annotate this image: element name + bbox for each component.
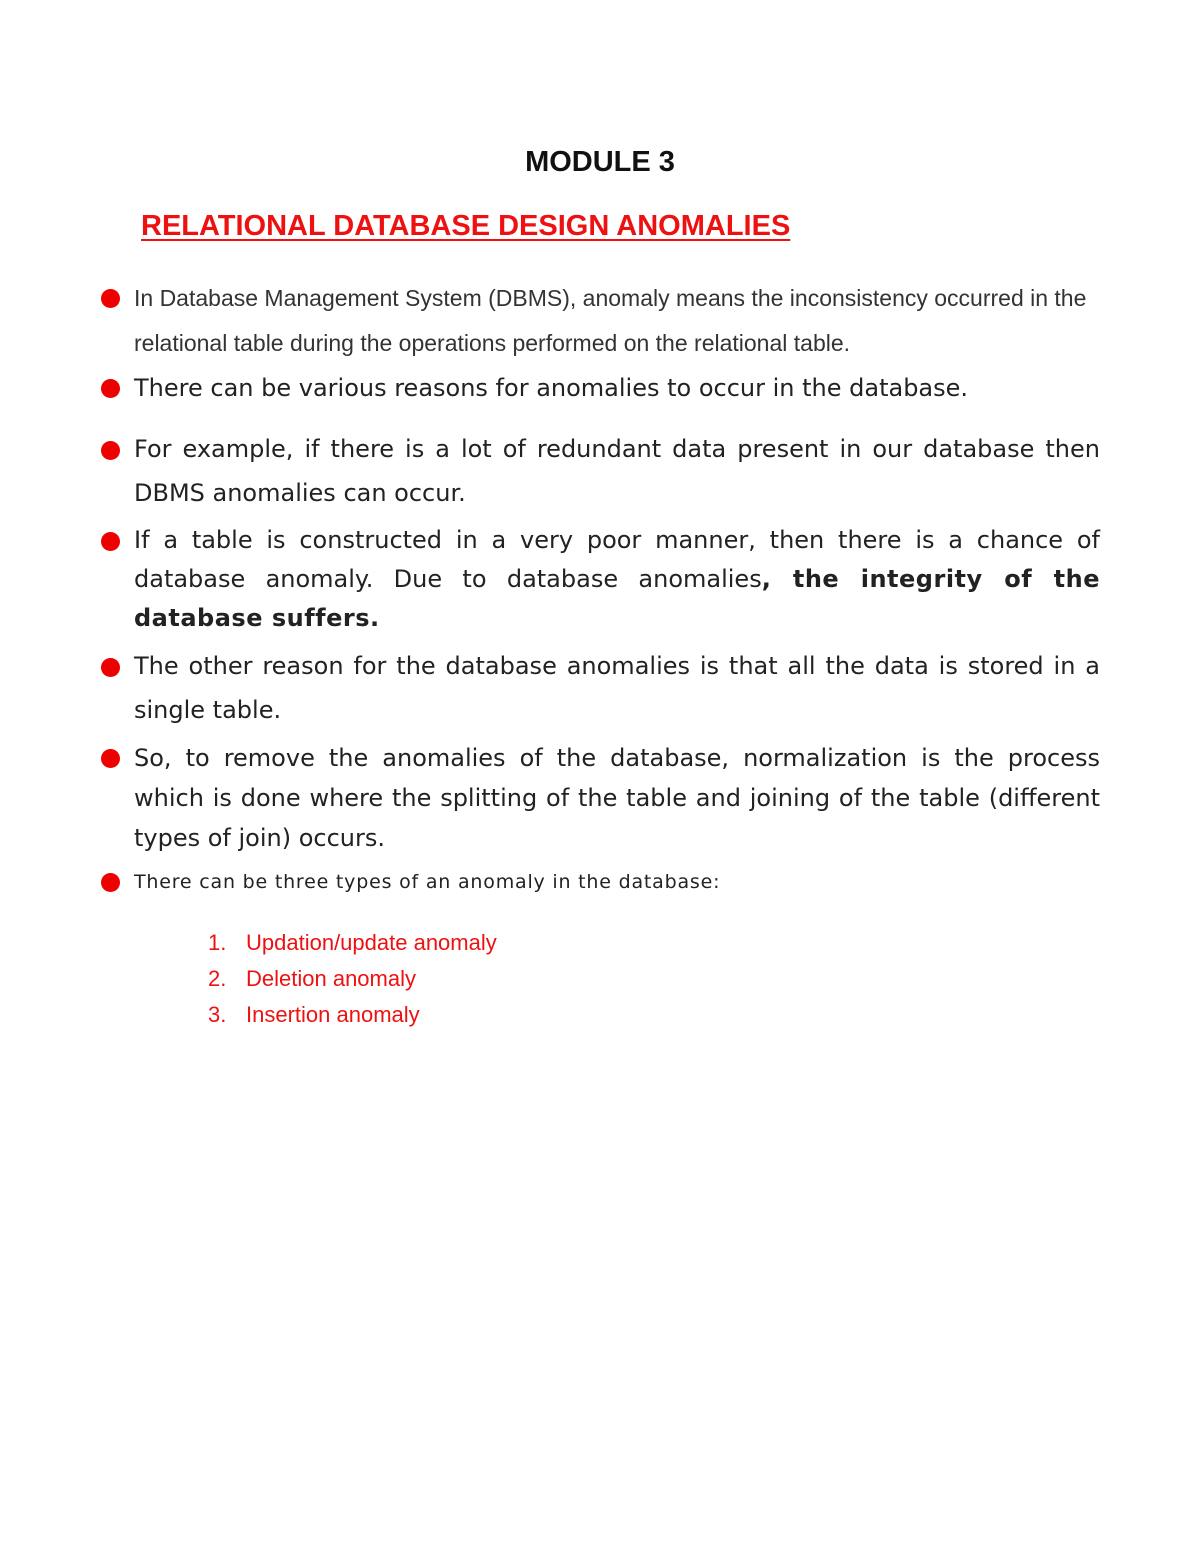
bullet-dot-icon bbox=[101, 379, 120, 398]
bullet-text: So, to remove the anomalies of the database, normalization is the process which is done where the splitting of the table and joining of the table (different types of join) occurs. bbox=[134, 744, 1100, 852]
bullet-emphasis-text: , the integrity of the database suffers. bbox=[134, 565, 1101, 632]
bullet-dot-icon bbox=[101, 749, 120, 768]
anomaly-type-number: 2. bbox=[208, 966, 227, 991]
bullet-text: For example, if there is a lot of redundant data present in our database then DBMS anomalies can occur. bbox=[134, 435, 1100, 507]
anomaly-type-label: Insertion anomaly bbox=[246, 1002, 420, 1027]
bullet-dot-icon bbox=[101, 532, 120, 551]
bullet-dot-icon bbox=[101, 873, 120, 892]
anomaly-type-label: Deletion anomaly bbox=[246, 966, 416, 991]
bullet-text: The other reason for the database anomalies is that all the data is stored in a single table. bbox=[134, 652, 1100, 724]
anomaly-type-item bbox=[208, 925, 497, 961]
bullet-text: There can be three types of an anomaly in the database: bbox=[134, 871, 721, 893]
bullet-item bbox=[96, 521, 1100, 638]
bullet-item bbox=[96, 864, 1100, 900]
bullet-text: In Database Management System (DBMS), anomaly means the inconsistency occurred in the relational table during the operations performed on the relational table. bbox=[134, 285, 1087, 356]
bullet-dot-icon bbox=[101, 441, 120, 460]
bullet-list bbox=[96, 276, 1100, 900]
bullet-item bbox=[96, 644, 1100, 732]
bullet-dot-icon bbox=[101, 289, 120, 308]
anomaly-type-number: 1. bbox=[208, 930, 227, 955]
bullet-item bbox=[96, 276, 1100, 366]
module-title: MODULE 3 bbox=[525, 146, 675, 178]
bullet-item bbox=[96, 370, 1100, 406]
anomaly-types-list bbox=[208, 925, 497, 1033]
anomaly-type-number: 3. bbox=[208, 1002, 227, 1027]
anomaly-type-item bbox=[208, 961, 497, 997]
bullet-item bbox=[96, 738, 1100, 858]
main-heading: RELATIONAL DATABASE DESIGN ANOMALIES bbox=[141, 210, 791, 242]
bullet-text: There can be various reasons for anomalies to occur in the database. bbox=[134, 374, 969, 402]
anomaly-type-label: Updation/update anomaly bbox=[246, 930, 497, 955]
bullet-text: If a table is constructed in a very poor manner, then there is a chance of database anomaly. Due to database anomalies bbox=[134, 526, 1100, 593]
bullet-dot-icon bbox=[101, 658, 120, 677]
anomaly-type-item bbox=[208, 997, 497, 1033]
bullet-item bbox=[96, 427, 1100, 515]
